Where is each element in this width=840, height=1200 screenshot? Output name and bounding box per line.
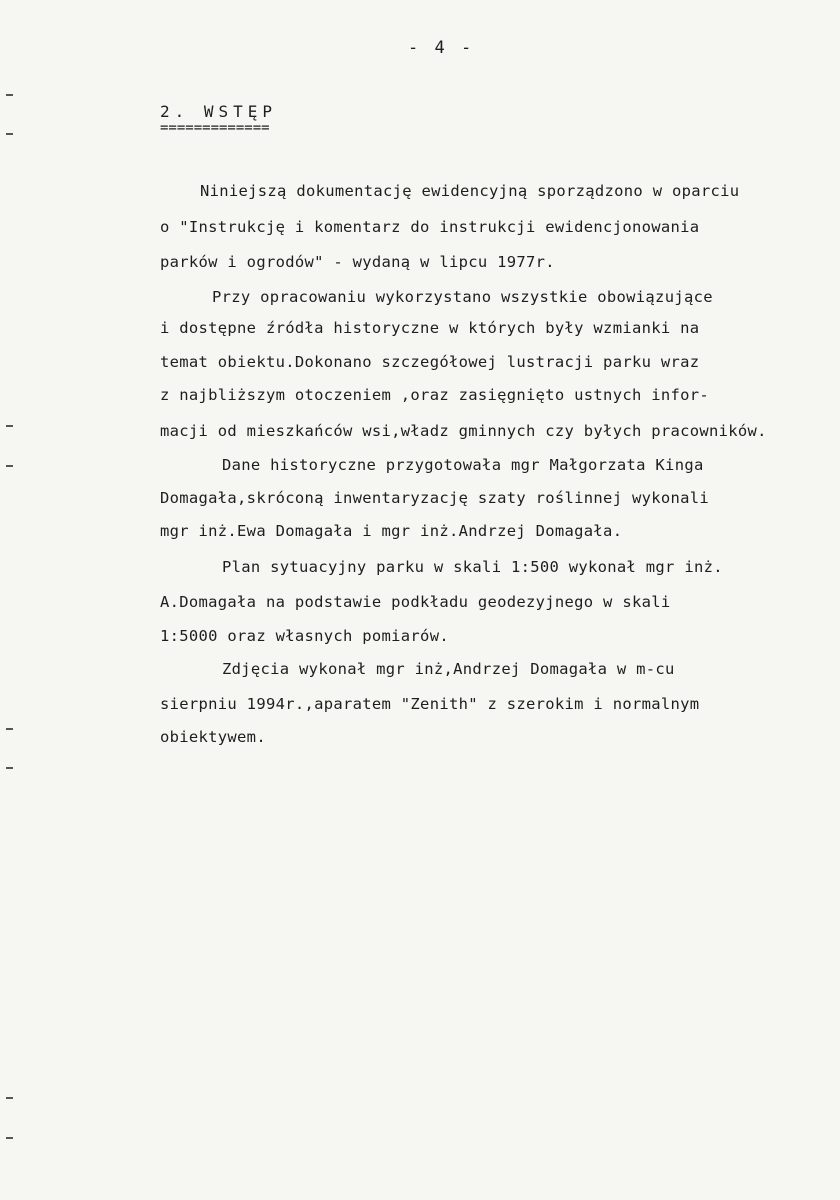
scan-margin-mark [6,728,13,730]
text-line: z najbliższym otoczeniem ,oraz zasięgnięto ustnych infor- [160,386,710,404]
text-line: temat obiektu.Dokonano szczegółowej lustracji parku wraz [160,353,700,371]
scan-margin-mark [6,133,13,135]
text-line: i dostępne źródła historyczne w których były wzmianki na [160,319,700,337]
text-line: parków i ogrodów" - wydaną w lipcu 1977r. [160,253,555,271]
text-line: 1:5000 oraz własnych pomiarów. [160,627,449,645]
text-line: Domagała,skróconą inwentaryzację szaty roślinnej wykonali [160,489,710,507]
text-line: macji od mieszkańców wsi,władz gminnych czy byłych pracowników. [160,422,767,440]
scan-margin-mark [6,94,13,96]
text-line: o "Instrukcję i komentarz do instrukcji ewidencjonowania [160,218,700,236]
scan-margin-mark [6,425,13,427]
section-heading: 2. WSTĘP [160,102,278,121]
text-line: Dane historyczne przygotowała mgr Małgorzata Kinga [222,456,704,474]
page-number: - 4 - [408,38,475,58]
text-line: Plan sytuacyjny parku w skali 1:500 wykonał mgr inż. [222,558,723,576]
text-line: Przy opracowaniu wykorzystano wszystkie obowiązujące [212,288,713,306]
section-heading-underline: ============= [160,120,270,136]
scan-margin-mark [6,1137,13,1139]
text-line: sierpniu 1994r.,aparatem "Zenith" z szerokim i normalnym [160,695,700,713]
scan-margin-mark [6,1097,13,1099]
scan-margin-mark [6,767,13,769]
text-line: Zdjęcia wykonał mgr inż,Andrzej Domagała w m-cu [222,660,675,678]
text-line: A.Domagała na podstawie podkładu geodezyjnego w skali [160,593,671,611]
text-line: mgr inż.Ewa Domagała i mgr inż.Andrzej Domagała. [160,522,623,540]
scan-margin-mark [6,465,13,467]
text-line: Niniejszą dokumentację ewidencyjną sporządzono w oparciu [200,182,740,200]
text-line: obiektywem. [160,728,266,746]
